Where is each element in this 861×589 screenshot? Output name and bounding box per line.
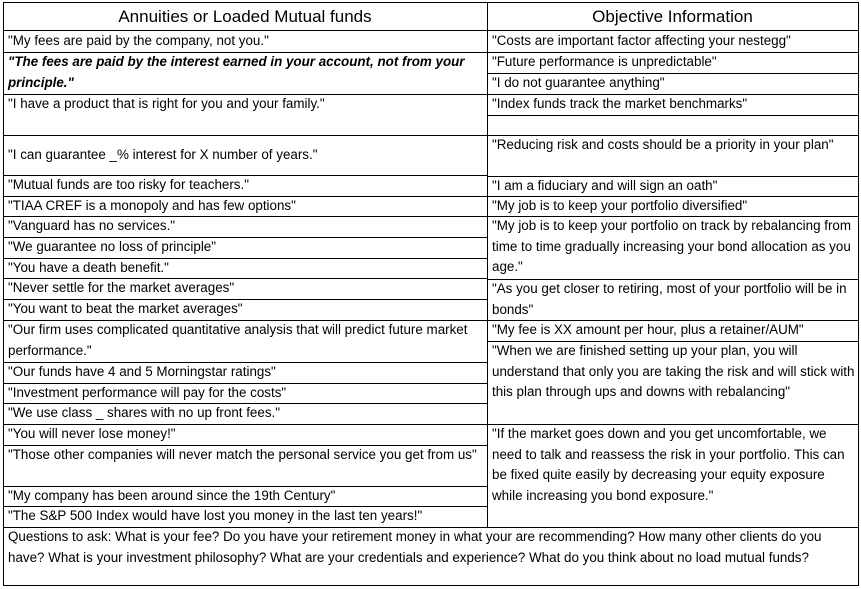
right-row-divider	[487, 320, 858, 321]
left-row-divider	[3, 175, 487, 176]
left-item: "Never settle for the market averages"	[8, 280, 235, 295]
header-left: Annuities or Loaded Mutual funds	[118, 7, 372, 26]
left-row-divider	[3, 320, 487, 321]
left-row-divider	[3, 196, 487, 197]
right-row-divider	[487, 135, 858, 136]
left-item: "My company has been around since the 19th Century"	[8, 488, 336, 503]
left-item: "The S&P 500 Index would have lost you money in the last ten years!"	[8, 508, 423, 523]
left-row-divider	[3, 383, 487, 384]
left-item: "Those other companies will never match the personal service you get from us"	[8, 447, 477, 462]
right-row-divider	[487, 216, 858, 217]
right-row-divider	[487, 176, 858, 177]
left-row-divider	[3, 94, 487, 95]
left-row-divider	[3, 237, 487, 238]
right-row-divider	[487, 115, 858, 116]
column-divider	[487, 2, 488, 527]
table-border-left	[3, 2, 4, 585]
right-item: "Reducing risk and costs should be a priority in your plan"	[492, 137, 834, 152]
left-item: "I can guarantee _% interest for X number of years."	[8, 147, 318, 162]
right-item: "If the market goes down and you get uncomfortable, we need to talk and reassess the risk in your portfolio. This can be fixed quite easily by decreasing your equity exposure while increasing you bond exposure."	[492, 426, 845, 504]
right-item: "As you get closer to retiring, most of your portfolio will be in bonds"	[492, 281, 847, 317]
header-divider	[3, 30, 858, 31]
left-item: "We guarantee no loss of principle"	[8, 239, 217, 254]
left-row-divider	[3, 486, 487, 487]
left-item: "I have a product that is right for you and your family."	[8, 96, 325, 111]
right-item: "When we are finished setting up your plan, you will understand that only you are taking the risk and will stick with this plan through ups and downs with rebalancing"	[492, 343, 855, 400]
left-item: "We use class _ shares with no up front fees."	[8, 405, 280, 420]
right-row-divider	[487, 424, 858, 425]
table-border-bottom	[3, 585, 859, 586]
left-item: "Mutual funds are too risky for teachers."	[8, 177, 249, 192]
left-row-divider	[3, 299, 487, 300]
left-row-divider	[3, 403, 487, 404]
right-item: "My job is to keep your portfolio on track by rebalancing from time to time gradually increasing your bond allocation as you age."	[492, 218, 852, 275]
left-item: "Our firm uses complicated quantitative analysis that will predict future market performance."	[8, 322, 468, 358]
right-row-divider	[487, 94, 858, 95]
left-row-divider	[3, 278, 487, 279]
right-item: "Future performance is unpredictable"	[492, 54, 717, 69]
left-item: "You have a death benefit."	[8, 260, 169, 275]
right-row-divider	[487, 341, 858, 342]
left-row-divider	[3, 362, 487, 363]
left-item: "Investment performance will pay for the costs"	[8, 385, 287, 400]
right-item: "I do not guarantee anything"	[492, 75, 665, 90]
right-row-divider	[487, 196, 858, 197]
right-item: "Costs are important factor affecting your nestegg"	[492, 33, 791, 48]
right-row-divider	[487, 279, 858, 280]
left-row-divider	[3, 135, 487, 136]
left-item: "The fees are paid by the interest earned in your account, not from your principle."	[8, 54, 465, 90]
left-item: "My fees are paid by the company, not you."	[8, 33, 269, 48]
left-row-divider	[3, 52, 487, 53]
left-item: "You will never lose money!"	[8, 426, 176, 441]
left-row-divider	[3, 424, 487, 425]
right-row-divider	[487, 73, 858, 74]
right-item: "Index funds track the market benchmarks"	[492, 96, 748, 111]
header-right: Objective Information	[592, 7, 753, 26]
left-row-divider	[3, 216, 487, 217]
left-row-divider	[3, 258, 487, 259]
questions-footer: Questions to ask: What is your fee? Do you have your retirement money in what your are recommending? How many other clients do you have? What is your investment philosophy? What are your credentials and experience? What do you think about no load mutual funds?	[8, 529, 822, 565]
right-item: "My fee is XX amount per hour, plus a retainer/AUM"	[492, 322, 804, 337]
left-item: "Vanguard has no services."	[8, 218, 176, 233]
left-item: "Our funds have 4 and 5 Morningstar ratings"	[8, 364, 276, 379]
table-border-right	[858, 2, 859, 585]
right-item: "My job is to keep your portfolio diversified"	[492, 198, 748, 213]
left-item: "You want to beat the market averages"	[8, 301, 243, 316]
footer-divider	[3, 527, 858, 528]
left-item: "TIAA CREF is a monopoly and has few options"	[8, 198, 296, 213]
left-row-divider	[3, 506, 487, 507]
right-item: "I am a fiduciary and will sign an oath"	[492, 178, 718, 193]
table-border-top	[3, 2, 858, 3]
right-row-divider	[487, 52, 858, 53]
left-row-divider	[3, 445, 487, 446]
